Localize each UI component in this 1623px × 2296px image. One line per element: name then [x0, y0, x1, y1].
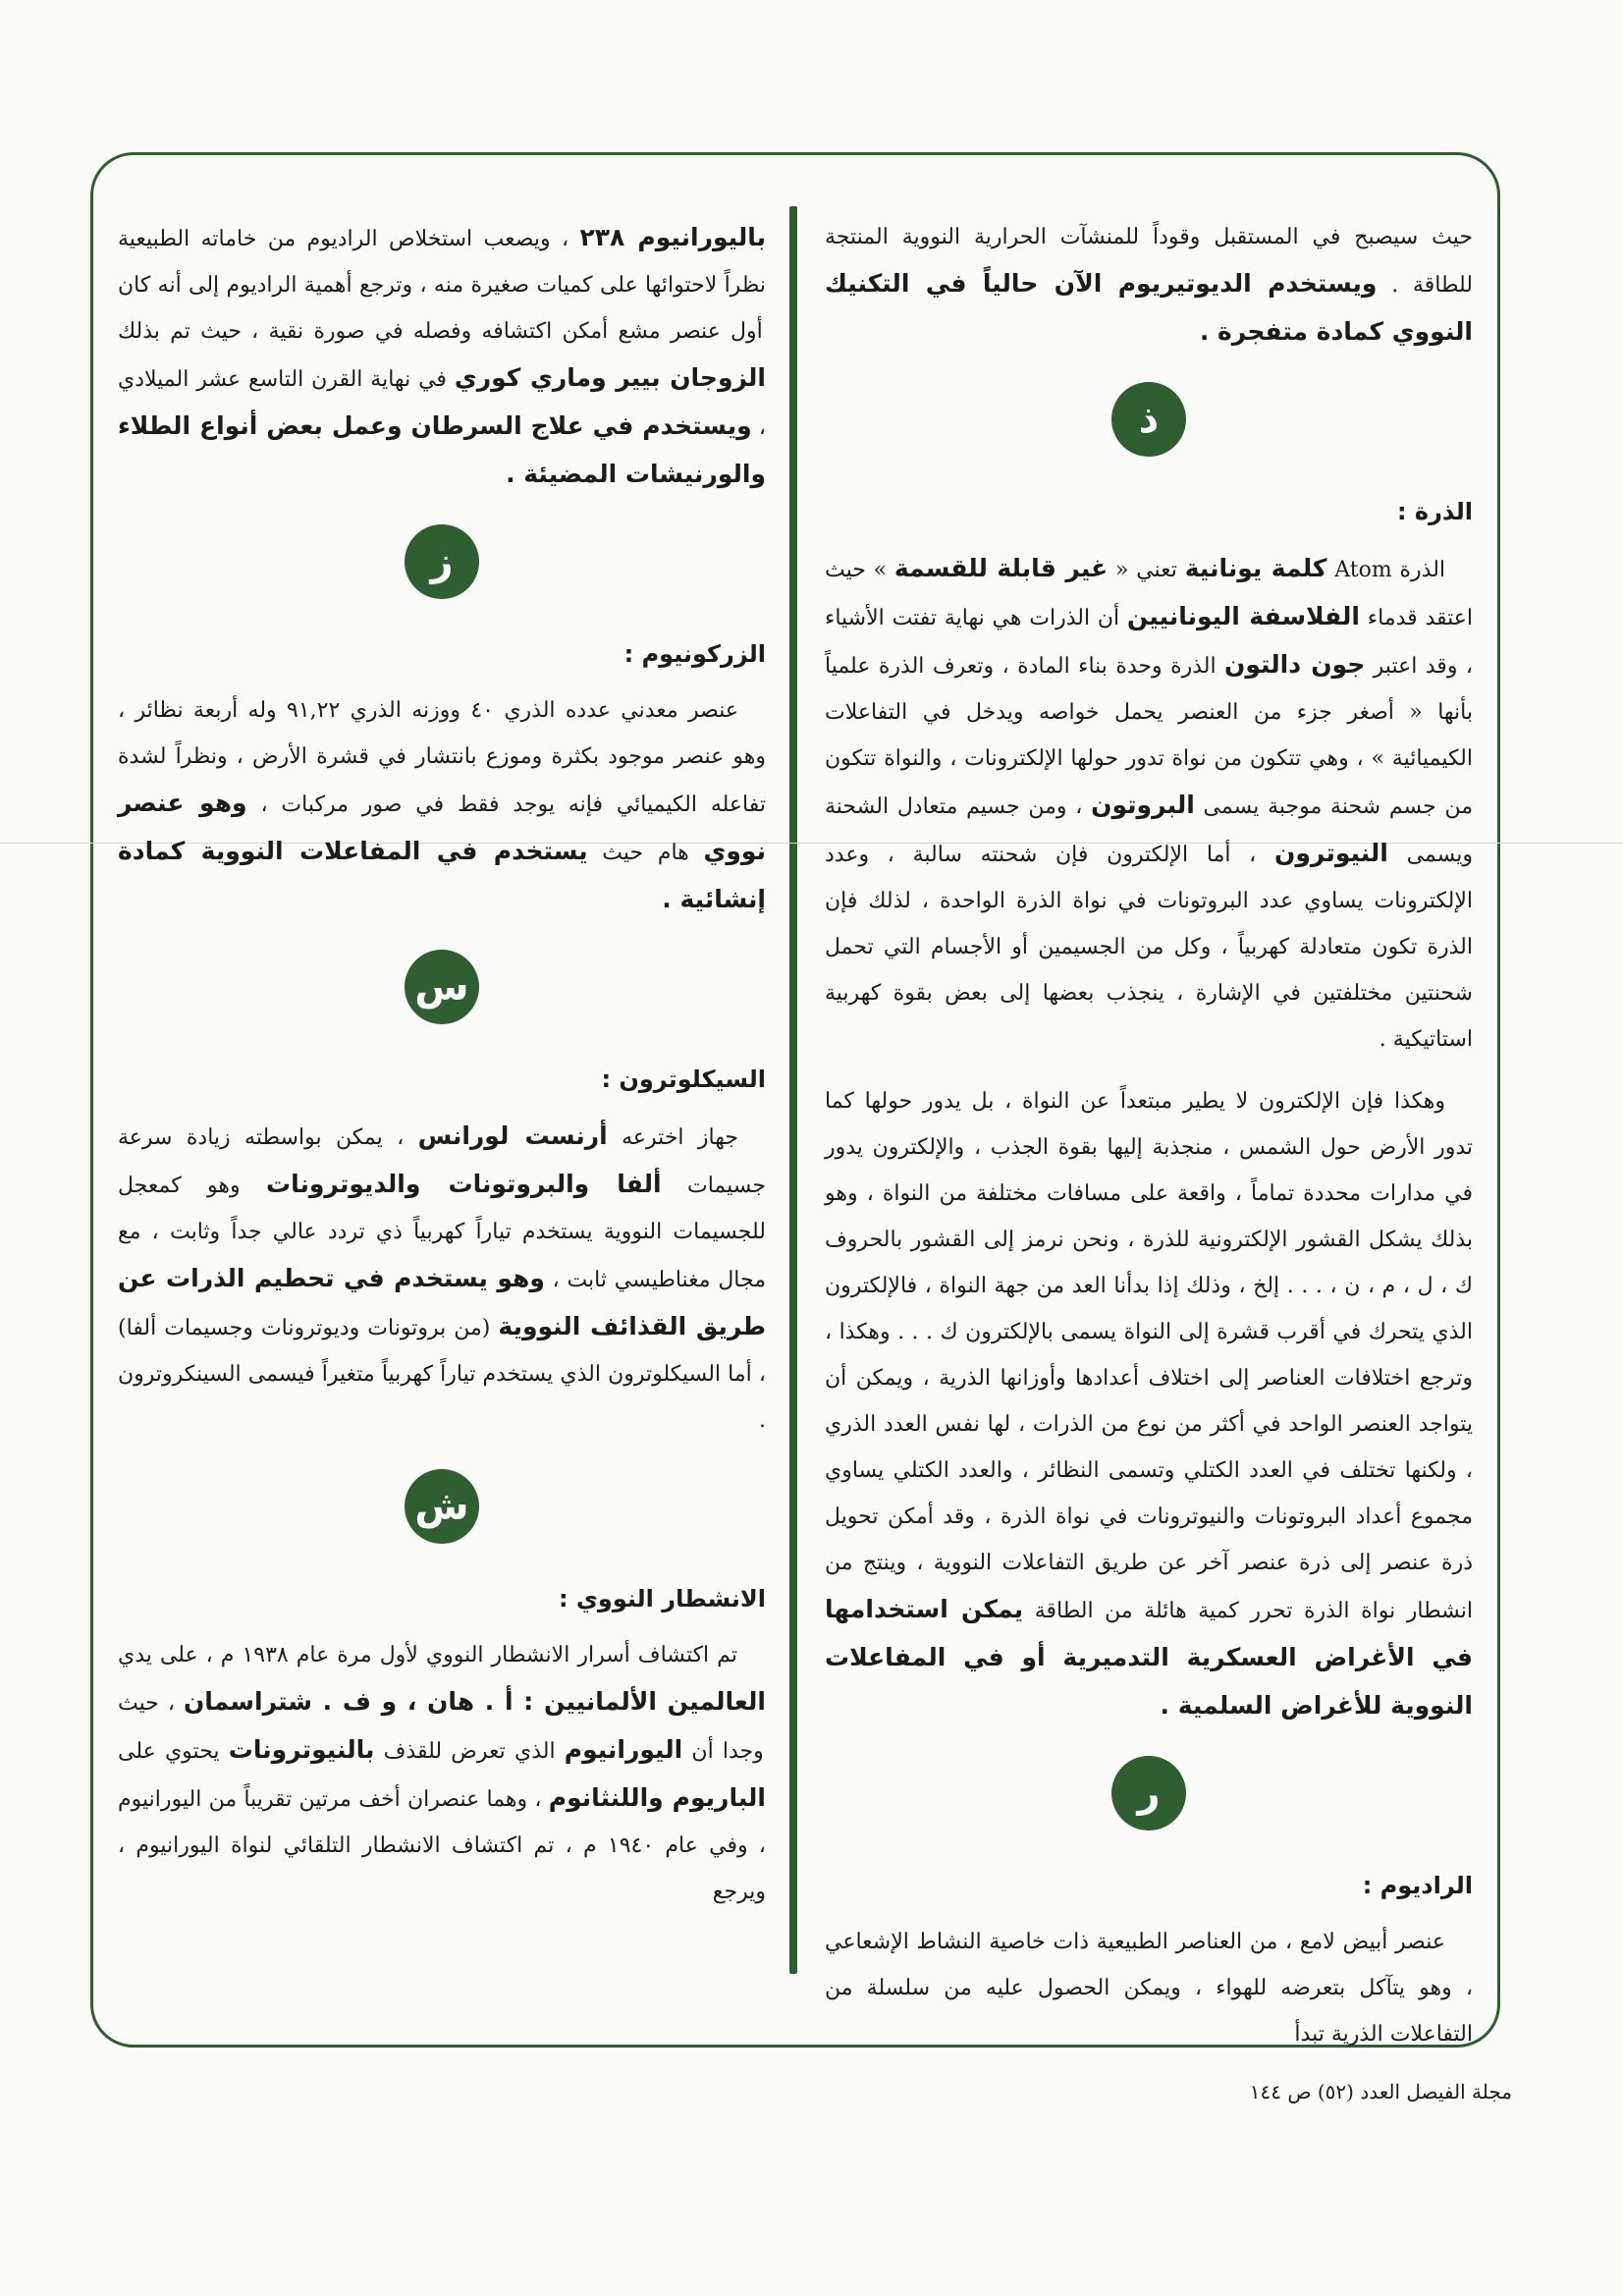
letter-badge-ra: ر	[1111, 1756, 1186, 1831]
bold: وهو يستخدم في تحطيم الذرات عن طريق القذائف النووية	[118, 1264, 766, 1340]
badge-ra-wrap	[825, 1756, 1473, 1831]
text: أن الذرات هي نهاية تفتت الأشياء ، وقد اعتبر	[825, 606, 1473, 679]
bold: البروتون	[1091, 791, 1195, 819]
radium-paragraph-start	[825, 1919, 1473, 2057]
text: ، ومن جسيم متعادل الشحنة ويسمى	[825, 794, 1474, 867]
bold: اليورانيوم	[564, 1735, 683, 1764]
bold: النيوترون	[1274, 839, 1388, 867]
intro-bold: ويستخدم الديوتيريوم الآن حالياً في التكنيك النووي كمادة متفجرة .	[825, 269, 1473, 346]
radium-paragraph-cont	[118, 214, 766, 499]
text: الذرة Atom	[1334, 558, 1446, 582]
bold: كلمة يونانية	[1184, 554, 1327, 582]
fission-paragraph	[118, 1632, 766, 1915]
text: (من بروتونات وديوترونات وجسيمات ألفا) ، أما السيكلوترون الذي يستخدم تياراً كهربياً متغيراً فيسمى السينكروترون .	[118, 1316, 766, 1433]
letter-badge-zay: ز	[405, 524, 479, 599]
bold: بالنيوترونات	[228, 1735, 375, 1764]
bold: يمكن استخدامها في الأغراض العسكرية التدميرية أو في المفاعلات النووية للأغراض السلمية .	[825, 1595, 1473, 1720]
bold: الفلاسفة اليونانيين	[1126, 602, 1360, 630]
right-column	[825, 214, 1473, 2073]
text: في نهاية القرن التاسع عشر الميلادي ،	[118, 367, 767, 440]
text: الذرة وحدة بناء المادة ، وتعرف الذرة علمياً بأنها « أصغر جزء من العنصر يحمل خواصه ويدخل في التفاعلات الكيميائية » ، وهي تتكون من نواة تدور حولها الإلكترونات ، والنواة تتكون من جسم شحنة موجبة يسمى	[825, 654, 1474, 819]
bold: الزوجان بيير وماري كوري	[454, 363, 766, 392]
letter-badge-shin: ش	[405, 1469, 479, 1544]
bold: يستخدم في المفاعلات النووية كمادة إنشائية .	[118, 837, 766, 913]
badge-shin-wrap	[118, 1469, 766, 1544]
badge-sin-wrap	[118, 950, 766, 1024]
heading-radium: الراديوم :	[1362, 1872, 1473, 1899]
text: ، ويصعب استخلاص الراديوم من خاماته الطبيعية نظراً لاحتوائها على كميات صغيرة منه ، وترجع أهمية الراديوم إلى أنه كان أول عنصر مشع أمكن اكتشافه وفصله في صورة نقية ، حيث تم بذلك	[118, 227, 766, 344]
text: عنصر أبيض لامع ، من العناصر الطبيعية ذات خاصية النشاط الإشعاعي ، وهو يتآكل بتعرضه للهواء ، ويمكن الحصول عليه من سلسلة من التفاعلات الذرية تبدأ	[825, 1930, 1473, 2047]
text: وهكذا فإن الإلكترون لا يطير مبتعداً عن النواة ، بل يدور حولها كما تدور الأرض حول الشمس ، منجذبة إليها بقوة الجذب ، والإلكترون يدور في مدارات محددة تماماً ، واقعة على مسافات مختلفة من النواة ، وهو بذلك يشكل القشور الإلكترونية للذرة ، ونحن نرمز إلى القشور بالحروف ك ، ل ، م ، ن ، . . . إلخ ، وذلك إذا بدأنا العد من جهة النواة ، فالإلكترون الذي يتحرك في أقرب قشرة إلى النواة يسمى بالإلكترون ك . . . وهكذا ، وترجع اختلافات العناصر إلى اختلاف أعدادها وأوزانها الذرية ، ويمكن أن يتواجد العنصر الواحد في أكثر من نوع من الذرات ، لها نفس العدد الذري ، ولكنها تختلف في العدد الكتلي وتسمى النظائر ، والعدد الكتلي يساوي مجموع أعداد البروتونات والنيوترونات في نواة الذرة ، وقد أمكن تحويل ذرة عنصر إلى ذرة عنصر آخر عن طريق التفاعلات النووية ، وينتج من انشطار نواة الذرة تحرر كمية هائلة من الطاقة	[825, 1089, 1473, 1623]
letter-badge-dhal: ذ	[1111, 382, 1186, 457]
heading-zirconium: الزركونيوم :	[623, 640, 766, 668]
text: يحتوي على	[118, 1739, 220, 1764]
badge-zay-wrap	[118, 524, 766, 599]
bold: غير قابلة للقسمة	[893, 554, 1109, 582]
bold: العالمين الألمانيين : أ . هان ، و ف . شتراسمان	[183, 1687, 766, 1716]
left-column	[118, 214, 766, 1931]
text: عنصر معدني عدده الذري ٤٠ ووزنه الذري ٩١,٢٢ وله أربعة نظائر ، وهو عنصر موجود بكثرة وموزع بانتشار في قشرة الأرض ، ونظراً لشدة تفاعله الكيميائي فإنه يوجد فقط في صور مركبات ،	[118, 698, 766, 817]
text: ، يمكن بواسطته زيادة سرعة جسيمات	[118, 1125, 766, 1198]
bold: باليورانيوم ٢٣٨	[579, 223, 767, 251]
cyclotron-paragraph	[118, 1113, 766, 1444]
text: ، أما الإلكترون فإن شحنته سالبة ، وعدد الإلكترونات يساوي عدد البروتونات في نواة الذرة الواحدة ، لذلك فإن الذرة تكون متعادلة كهربياً ، وكل من الجسيمين أو الأجسام التي تحمل شحنتين مختلفتين في الإشارة ، ينجذب بعضها إلى بعض بقوة كهربية استاتيكية .	[825, 843, 1473, 1052]
atom-paragraph-1	[825, 545, 1473, 1063]
text: » حيث اعتقد قدماء	[825, 558, 1474, 630]
badge-dhal-wrap	[825, 382, 1473, 457]
bold: الباريوم واللنثانوم	[548, 1783, 766, 1812]
zirconium-paragraph	[118, 687, 766, 924]
text: تعني «	[1108, 558, 1177, 582]
text: جهاز اخترعه	[607, 1125, 738, 1150]
bold: أرنست لورانس	[417, 1121, 608, 1150]
heading-atom: الذرة :	[1396, 498, 1473, 525]
heading-cyclotron: السيكلوترون :	[601, 1066, 766, 1093]
intro-text: حيث سيصبح في المستقبل وقوداً للمنشآت الحرارية النووية المنتجة للطاقة .	[825, 225, 1473, 298]
text: تم اكتشاف أسرار الانشطار النووي لأول مرة عام ١٩٣٨ م ، على يدي	[118, 1643, 737, 1667]
text: هام حيث	[587, 841, 689, 865]
intro-paragraph	[825, 214, 1473, 356]
letter-badge-sin: س	[405, 950, 479, 1024]
bold: جون دالتون	[1224, 650, 1366, 679]
bold: وهو عنصر نووي	[118, 789, 766, 865]
heading-nuclear-fission: الانشطار النووي :	[558, 1585, 766, 1613]
atom-paragraph-2	[825, 1078, 1473, 1730]
page-footer: مجلة الفيصل العدد (٥٢) ص ١٤٤	[1249, 2080, 1512, 2104]
text: ، حيث وجدا أن	[118, 1691, 764, 1764]
bold: ألفا والبروتونات والديوترونات	[266, 1170, 662, 1198]
text: الذي تعرض للقذف	[374, 1739, 556, 1764]
bold: ويستخدم في علاج السرطان وعمل بعض أنواع الطلاء والورنيشات المضيئة .	[118, 411, 766, 488]
text: وهو كمعجل للجسيمات النووية يستخدم تياراً كهربياً ذي تردد عالي جداً وثابت ، مع مجال مغناطيسي ثابت ،	[118, 1174, 766, 1292]
column-divider	[789, 206, 797, 1974]
text: ، وهما عنصران أخف مرتين تقريباً من اليورانيوم ، وفي عام ١٩٤٠ م ، تم اكتشاف الانشطار التلقائي لنواة اليورانيوم ، ويرجع	[118, 1787, 766, 1904]
